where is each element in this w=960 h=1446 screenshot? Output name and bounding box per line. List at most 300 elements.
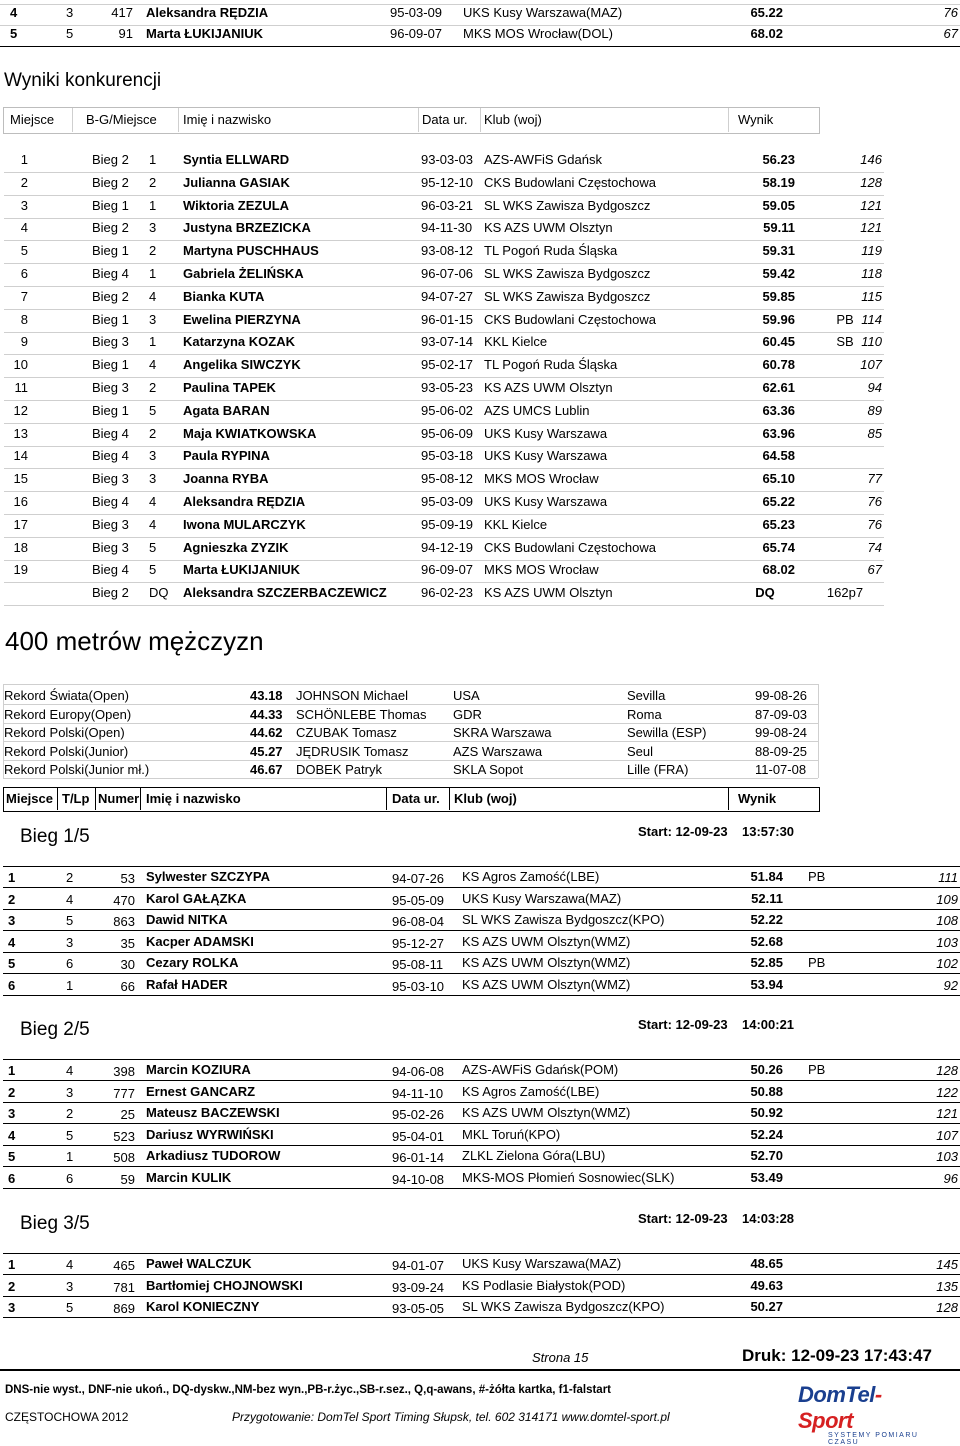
row-separator <box>4 582 884 583</box>
table-cell-heat: Bieg 1 <box>92 197 129 213</box>
table-cell-heat-place: 4 <box>149 357 157 373</box>
record-label: Rekord Europy(Open) <box>4 706 132 722</box>
table-cell-lane: 3 <box>66 934 74 950</box>
table-cell-place: 6 <box>8 978 16 993</box>
table-cell-place: 1 <box>8 1257 16 1272</box>
row-separator <box>3 1102 960 1103</box>
table-cell-club: TL Pogoń Ruda Śląska <box>484 243 618 259</box>
table-cell-result: 65.23 <box>762 516 795 532</box>
table-cell-heat: Bieg 3 <box>92 516 129 532</box>
table-cell-born: 93-09-24 <box>392 1279 445 1295</box>
table-cell-heat-place: 4 <box>149 494 157 509</box>
table-cell-heat: Bieg 4 <box>92 562 129 578</box>
table-cell-name: Aleksandra SZCZERBACZEWICZ <box>183 585 387 601</box>
record-label: Rekord Świata(Open) <box>4 688 129 703</box>
table-cell-place: 14 <box>13 448 28 464</box>
row-separator <box>4 172 884 173</box>
table-cell-heat: Bieg 4 <box>92 448 129 464</box>
table-cell-result: 68.02 <box>750 26 783 41</box>
table-cell-club: AZS UMCS Lublin <box>484 402 590 418</box>
table-cell-name: Sylwester SZCZYPA <box>146 869 271 884</box>
column-header-name: Imię i nazwisko <box>183 112 272 127</box>
table-cell-lane: 6 <box>66 1171 74 1186</box>
table-cell-club: UKS Kusy Warszawa <box>484 448 608 464</box>
table-cell-born: 94-11-10 <box>392 1085 444 1101</box>
table-cell-club: SL WKS Zawisza Bydgoszcz <box>484 266 651 281</box>
table-cell-heat-place: 3 <box>149 220 157 236</box>
table-cell-points: 74 <box>867 539 882 555</box>
record-club: SKRA Warszawa <box>453 725 552 741</box>
column-header-place: Miejsce <box>6 791 53 806</box>
table-cell-points: 103 <box>936 1149 958 1165</box>
table-cell-place: 5 <box>8 956 16 972</box>
record-time: 46.67 <box>250 762 283 778</box>
table-cell-place: 4 <box>10 5 18 20</box>
table-cell-heat: Bieg 3 <box>92 539 129 555</box>
table-cell-born: 94-10-08 <box>392 1172 445 1187</box>
table-cell-points: 145 <box>936 1257 958 1272</box>
row-separator <box>4 491 884 492</box>
table-cell-result: 48.65 <box>750 1256 783 1271</box>
table-cell-points: 67 <box>943 26 958 41</box>
table-cell-heat: Bieg 2 <box>92 174 129 190</box>
table-cell-heat: Bieg 3 <box>92 471 129 487</box>
column-header-born: Data ur. <box>392 791 440 806</box>
table-cell-result: 52.85 <box>750 955 783 971</box>
table-cell-heat: Bieg 4 <box>92 494 129 509</box>
table-cell-place: 13 <box>13 425 28 441</box>
heat-title: Bieg 1/5 <box>20 826 90 847</box>
table-cell-result: 58.19 <box>762 174 795 190</box>
table-cell-heat: Bieg 1 <box>92 311 129 327</box>
table-cell-heat-place: 5 <box>149 562 157 578</box>
heat-start-label: Start: 12-09-23 <box>638 1211 728 1226</box>
table-cell-name: Kacper ADAMSKI <box>146 933 254 949</box>
row-separator <box>3 723 818 724</box>
table-cell-place: 3 <box>8 913 16 929</box>
table-cell-name: Aleksandra RĘDZIA <box>146 5 269 20</box>
record-date: 11-07-08 <box>755 762 807 778</box>
table-cell-lane: 3 <box>66 5 74 20</box>
table-cell-name: Iwona MULARCZYK <box>183 516 306 532</box>
table-cell-name: Paweł WALCZUK <box>146 1256 252 1271</box>
table-cell-result: 59.11 <box>763 220 795 236</box>
table-cell-club: UKS Kusy Warszawa <box>484 425 608 441</box>
column-divider <box>178 108 179 132</box>
table-cell-club: SL WKS Zawisza Bydgoszcz(KPO) <box>462 1299 665 1315</box>
row-separator <box>4 218 884 219</box>
table-cell-born: 96-09-07 <box>421 562 474 578</box>
table-cell-points: 102 <box>936 956 958 972</box>
table-cell-lane: 5 <box>66 913 74 929</box>
table-cell-name: Agnieszka ZYZIK <box>183 539 289 555</box>
column-divider <box>449 788 450 810</box>
heat-start-time: 13:57:30 <box>742 824 795 839</box>
table-cell-result: 59.42 <box>762 266 795 281</box>
record-holder: JĘDRUSIK Tomasz <box>296 743 409 759</box>
table-cell-club: MKS MOS Wrocław <box>484 562 599 578</box>
table-cell-born: 96-03-21 <box>421 197 474 213</box>
table-cell-place: 7 <box>20 288 28 304</box>
table-cell-points: 92 <box>943 978 958 993</box>
table-cell-place: 12 <box>13 402 28 418</box>
table-cell-heat: Bieg 2 <box>92 220 129 236</box>
record-label: Rekord Polski(Junior) <box>4 743 129 759</box>
table-cell-points: 76 <box>867 516 882 532</box>
credits-text: Przygotowanie: DomTel Sport Timing Słupsk, tel. 602 314171 www.domtel-sport.pl <box>232 1410 670 1424</box>
table-cell-result: 65.22 <box>762 494 795 509</box>
table-cell-lane: 4 <box>66 1063 74 1078</box>
table-cell-club: MKS-MOS Płomień Sosnowiec(SLK) <box>462 1170 675 1185</box>
record-holder: SCHÖNLEBE Thomas <box>296 706 427 722</box>
table-cell-born: 95-03-18 <box>421 448 474 464</box>
table-cell-points: 89 <box>867 402 882 418</box>
row-separator <box>3 741 818 742</box>
table-cell-born: 93-08-12 <box>421 243 474 259</box>
page-number: Strona 15 <box>532 1350 589 1365</box>
table-cell-heat-place: 2 <box>149 243 157 259</box>
table-cell-name: Katarzyna KOZAK <box>183 334 295 350</box>
table-cell-place: 3 <box>20 197 28 213</box>
table-cell-result: 60.78 <box>762 357 795 373</box>
table-cell-result: 53.49 <box>750 1170 783 1185</box>
table-cell-result: 65.74 <box>762 539 795 555</box>
table-cell-result: 52.11 <box>751 890 783 906</box>
table-cell-note: 162p7 <box>826 585 864 601</box>
table-cell-name: Ewelina PIERZYNA <box>183 311 301 327</box>
column-divider <box>418 108 419 132</box>
table-cell-points: 121 <box>860 220 882 236</box>
table-cell-name: Julianna GASIAK <box>183 174 290 190</box>
table-cell-place: 8 <box>20 311 28 327</box>
table-cell-name: Cezary ROLKA <box>146 955 239 971</box>
table-cell-name: Dariusz WYRWIŃSKI <box>146 1126 274 1142</box>
table-cell-points: 119 <box>861 243 882 259</box>
row-separator <box>3 1253 960 1254</box>
table-cell-number: 523 <box>113 1128 135 1144</box>
heat-start-time: 14:00:21 <box>742 1017 795 1032</box>
table-cell-heat-place: 1 <box>149 266 157 281</box>
table-cell-number: 417 <box>111 5 133 20</box>
table-cell-born: 96-01-14 <box>392 1150 445 1166</box>
table-cell-club: KKL Kielce <box>484 516 548 532</box>
table-cell-lane: 3 <box>66 1084 74 1100</box>
table-cell-heat-place: 2 <box>149 380 157 395</box>
table-cell-result: 52.68 <box>750 933 783 949</box>
table-cell-born: 95-03-10 <box>392 979 445 994</box>
print-timestamp: Druk: 12-09-23 17:43:47 <box>742 1346 932 1365</box>
table-cell-place: 4 <box>20 220 28 236</box>
row-separator <box>4 377 884 378</box>
table-cell-name: Marcin KOZIURA <box>146 1062 251 1077</box>
table-cell-note: SB <box>836 334 854 350</box>
table-cell-born: 95-06-02 <box>421 402 474 418</box>
record-club: GDR <box>453 706 482 722</box>
domtel-sport-logo <box>798 1382 936 1446</box>
column-header-heat_place: B-G/Miejsce <box>86 112 157 127</box>
table-cell-place: 3 <box>8 1106 16 1122</box>
table-cell-place: 2 <box>8 1084 16 1100</box>
table-cell-number: 35 <box>120 935 135 951</box>
row-separator <box>3 760 818 761</box>
table-cell-place: 4 <box>8 1127 16 1143</box>
table-cell-club: KS AZS UWM Olsztyn(WMZ) <box>462 977 631 992</box>
table-cell-heat-place: DQ <box>149 585 169 601</box>
table-cell-place: 17 <box>13 516 28 532</box>
row-separator <box>4 332 884 333</box>
column-divider <box>386 788 387 810</box>
table-cell-result: 50.88 <box>750 1083 783 1099</box>
row-separator <box>4 560 884 561</box>
table-cell-name: Paulina TAPEK <box>183 380 276 395</box>
table-cell-place: 5 <box>8 1149 16 1165</box>
table-cell-born: 94-07-27 <box>421 288 474 304</box>
table-cell-number: 25 <box>120 1107 135 1123</box>
table-cell-born: 93-07-14 <box>421 334 474 350</box>
row-separator <box>3 1188 960 1189</box>
column-header-club: Klub (woj) <box>454 791 517 806</box>
table-cell-lane: 5 <box>66 1127 74 1143</box>
table-cell-born: 95-04-01 <box>392 1128 445 1144</box>
record-date: 99-08-26 <box>755 688 808 703</box>
table-cell-heat: Bieg 3 <box>92 334 129 350</box>
table-cell-born: 96-09-07 <box>390 26 443 41</box>
table-cell-heat-place: 5 <box>149 402 157 418</box>
table-cell-points: 76 <box>867 494 882 509</box>
table-cell-points: 128 <box>936 1063 958 1078</box>
table-cell-number: 465 <box>113 1258 135 1273</box>
table-cell-result: 59.05 <box>762 197 795 213</box>
column-header-result: Wynik <box>738 112 774 127</box>
table-cell-born: 96-02-23 <box>421 585 474 601</box>
table-cell-heat: Bieg 4 <box>92 266 129 281</box>
table-cell-club: KKL Kielce <box>484 334 548 350</box>
row-separator <box>3 1123 960 1124</box>
table-cell-points: 110 <box>861 334 882 350</box>
row-separator <box>3 930 960 931</box>
table-cell-club: UKS Kusy Warszawa(MAZ) <box>463 5 623 20</box>
table-cell-born: 93-03-03 <box>421 152 474 167</box>
table-cell-points: 109 <box>936 891 958 907</box>
column-header-result: Wynik <box>738 791 777 806</box>
table-cell-number: 91 <box>118 26 133 41</box>
table-cell-club: KS Podlasie Białystok(POD) <box>462 1277 626 1293</box>
heat-start-label: Start: 12-09-23 <box>638 1017 728 1032</box>
table-cell-name: Arkadiusz TUDOROW <box>146 1148 281 1164</box>
table-cell-result: 65.10 <box>762 471 795 487</box>
table-cell-number: 398 <box>113 1064 135 1079</box>
table-cell-born: 95-06-09 <box>421 425 474 441</box>
row-separator <box>3 1166 960 1167</box>
table-cell-club: TL Pogoń Ruda Śląska <box>484 357 618 373</box>
table-cell-born: 93-05-23 <box>421 380 474 395</box>
table-cell-place: 6 <box>20 266 28 281</box>
row-separator <box>4 195 884 196</box>
table-cell-born: 94-11-30 <box>421 220 473 236</box>
table-cell-name: Karol GAŁĄZKA <box>146 890 247 906</box>
table-cell-heat-place: 5 <box>149 539 157 555</box>
table-cell-result: 52.24 <box>750 1126 783 1142</box>
table-cell-lane: 1 <box>66 1149 74 1165</box>
table-cell-lane: 2 <box>66 870 74 885</box>
records-border-left <box>3 684 4 778</box>
table-cell-note: PB <box>808 869 826 884</box>
table-cell-place: 1 <box>8 870 16 885</box>
table-cell-place: 6 <box>8 1171 16 1186</box>
table-cell-lane: 5 <box>66 26 74 41</box>
column-header-number: Numer <box>98 791 140 806</box>
table-cell-heat: Bieg 4 <box>92 425 129 441</box>
heat-start-time: 14:03:28 <box>742 1211 795 1226</box>
record-label: Rekord Polski(Open) <box>4 725 125 741</box>
records-border-top <box>3 684 818 685</box>
table-cell-result: 53.94 <box>750 977 783 992</box>
table-cell-name: Gabriela ŻELIŃSKA <box>183 266 304 281</box>
table-cell-points: 67 <box>867 562 882 578</box>
table-cell-name: Marcin KULIK <box>146 1170 232 1185</box>
table-cell-club: UKS Kusy Warszawa(MAZ) <box>462 890 622 906</box>
row-separator <box>4 446 884 447</box>
table-cell-place: 10 <box>13 357 28 373</box>
row-separator <box>3 778 818 779</box>
table-cell-name: Dawid NITKA <box>146 912 228 928</box>
table-cell-points: 94 <box>867 380 882 395</box>
record-time: 44.62 <box>250 725 283 741</box>
footer-divider <box>0 1369 960 1371</box>
table-cell-heat: Bieg 2 <box>92 288 129 304</box>
table-cell-born: 95-08-12 <box>421 471 474 487</box>
table-cell-club: MKS MOS Wrocław(DOL) <box>463 26 613 41</box>
row-separator <box>3 973 960 974</box>
table-cell-points: 128 <box>860 174 882 190</box>
row-separator <box>4 240 884 241</box>
table-cell-result: 65.22 <box>750 5 783 20</box>
table-cell-club: KS Agros Zamość(LBE) <box>462 1083 600 1099</box>
table-cell-points: 115 <box>861 288 882 304</box>
table-cell-points: 103 <box>936 934 958 950</box>
event-title: 400 metrów mężczyzn <box>5 626 264 656</box>
table-cell-note: PB <box>808 1062 826 1077</box>
table-cell-points: 77 <box>867 471 882 487</box>
table-cell-result: 52.22 <box>750 912 783 928</box>
table-cell-club: SL WKS Zawisza Bydgoszcz <box>484 288 651 304</box>
column-header-lane: T/Lp <box>62 791 90 806</box>
row-separator <box>4 263 884 264</box>
table-cell-result: 56.23 <box>762 152 795 167</box>
row-separator <box>3 1145 960 1146</box>
records-border-right <box>818 684 819 778</box>
logo-tagline: SYSTEMY POMIARU CZASU <box>828 1432 919 1446</box>
table-cell-place: 2 <box>8 1278 16 1294</box>
record-label: Rekord Polski(Junior mł.) <box>4 762 150 778</box>
table-cell-points: 76 <box>943 5 958 20</box>
table-cell-club: KS AZS UWM Olsztyn(WMZ) <box>462 933 631 949</box>
table-cell-club: KS AZS UWM Olsztyn <box>484 585 613 601</box>
record-place: Roma <box>627 706 662 722</box>
table-cell-points: 96 <box>943 1171 958 1186</box>
column-header-name: Imię i nazwisko <box>146 791 241 806</box>
record-date: 88-09-25 <box>755 743 808 759</box>
row-separator <box>4 309 884 310</box>
table-cell-heat-place: 4 <box>149 288 157 304</box>
table-cell-points: 135 <box>936 1278 958 1294</box>
table-cell-club: CKS Budowlani Częstochowa <box>484 539 656 555</box>
row-separator <box>3 952 960 953</box>
table-cell-name: Aleksandra RĘDZIA <box>183 494 306 509</box>
table-cell-place: 16 <box>13 494 28 509</box>
table-cell-lane: 1 <box>66 978 74 993</box>
record-place: Lille (FRA) <box>627 762 689 778</box>
table-cell-result: 59.96 <box>762 311 795 327</box>
table-cell-number: 66 <box>120 979 135 994</box>
table-cell-number: 30 <box>120 957 135 973</box>
table-cell-place: 19 <box>13 562 28 578</box>
table-cell-heat: Bieg 2 <box>92 585 129 601</box>
table-cell-club: CKS Budowlani Częstochowa <box>484 174 656 190</box>
table-cell-heat-place: 1 <box>149 334 157 350</box>
row-separator <box>3 1274 960 1275</box>
table-cell-number: 470 <box>113 892 135 908</box>
table-cell-place: 2 <box>20 174 28 190</box>
table-cell-lane: 4 <box>66 891 74 907</box>
table-cell-heat: Bieg 3 <box>92 380 129 395</box>
table-cell-born: 93-05-05 <box>392 1301 445 1317</box>
table-cell-result: 60.45 <box>762 334 795 350</box>
row-separator <box>3 909 960 910</box>
table-cell-name: Justyna BRZEZICKA <box>183 220 311 236</box>
table-cell-born: 94-12-19 <box>421 539 474 555</box>
table-cell-name: Rafał HADER <box>146 977 228 992</box>
legend-text: DNS-nie wyst., DNF-nie ukoń., DQ-dyskw.,NM-bez wyn.,PB-r.życ.,SB-r.sez., Q,q-awans, #-żółta kartka, f1-falstart <box>5 1384 612 1396</box>
heat-title: Bieg 2/5 <box>20 1019 90 1040</box>
column-divider <box>728 108 729 132</box>
table-cell-name: Marta ŁUKIJANIUK <box>146 26 264 41</box>
table-cell-result: 59.31 <box>762 243 795 259</box>
table-cell-born: 95-12-27 <box>392 935 445 951</box>
heat-title: Bieg 3/5 <box>20 1213 90 1234</box>
record-club: AZS Warszawa <box>453 743 543 759</box>
column-header-place: Miejsce <box>10 112 55 127</box>
table-cell-club: KS AZS UWM Olsztyn <box>484 220 613 236</box>
record-place: Sewilla (ESP) <box>627 725 707 741</box>
table-cell-club: KS Agros Zamość(LBE) <box>462 869 600 884</box>
table-cell-result: 50.26 <box>750 1062 783 1077</box>
table-cell-lane: 5 <box>66 1300 74 1316</box>
table-cell-points: 146 <box>860 152 882 167</box>
table-cell-number: 869 <box>113 1301 135 1317</box>
row-separator <box>4 400 884 401</box>
record-place: Seul <box>627 743 654 759</box>
table-cell-result: 59.85 <box>762 288 795 304</box>
record-place: Sevilla <box>627 688 666 703</box>
column-divider <box>95 788 96 810</box>
table-cell-born: 96-01-15 <box>421 311 474 327</box>
record-holder: CZUBAK Tomasz <box>296 725 397 741</box>
table-cell-name: Karol KONIECZNY <box>146 1299 260 1315</box>
table-cell-result: 68.02 <box>762 562 795 578</box>
row-separator <box>3 1080 960 1081</box>
table-cell-points: 108 <box>936 913 958 929</box>
table-cell-heat: Bieg 1 <box>92 402 129 418</box>
table-cell-name: Martyna PUSCHHAUS <box>183 243 319 259</box>
table-cell-number: 508 <box>113 1150 135 1166</box>
row-separator <box>4 286 884 287</box>
table-cell-born: 95-02-17 <box>421 357 474 373</box>
row-separator <box>3 866 960 867</box>
column-divider <box>72 108 73 132</box>
table-cell-club: UKS Kusy Warszawa <box>484 494 608 509</box>
table-cell-place: 1 <box>8 1063 16 1078</box>
